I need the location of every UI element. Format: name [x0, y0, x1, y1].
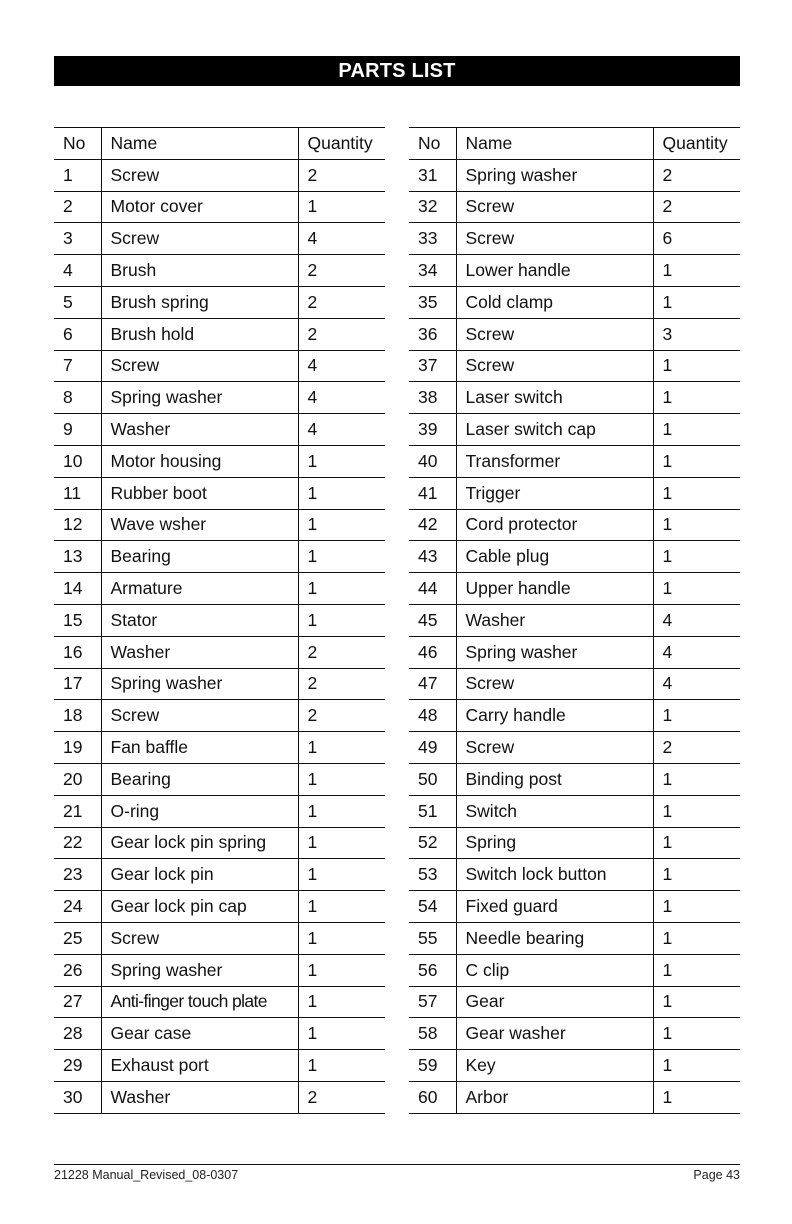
part-quantity-cell: 2 — [298, 159, 385, 191]
table-row — [409, 891, 740, 923]
part-name-cell: Binding post — [456, 763, 653, 795]
footer-page-number: Page 43 — [693, 1168, 740, 1182]
table-row — [54, 986, 385, 1018]
footer-document-id: 21228 Manual_Revised_08-0307 — [54, 1168, 239, 1182]
table-row — [54, 191, 385, 223]
part-quantity-cell: 1 — [653, 477, 740, 509]
part-quantity-cell: 1 — [653, 795, 740, 827]
part-number-cell: 15 — [54, 604, 101, 636]
part-number-cell: 38 — [409, 382, 456, 414]
table-row — [54, 318, 385, 350]
part-quantity-cell: 1 — [298, 859, 385, 891]
part-number-cell: 11 — [54, 477, 101, 509]
table-row — [409, 318, 740, 350]
table-row — [54, 954, 385, 986]
part-number-cell: 16 — [54, 636, 101, 668]
table-row — [54, 382, 385, 414]
table-row — [54, 859, 385, 891]
part-number-cell: 56 — [409, 954, 456, 986]
table-row — [54, 255, 385, 287]
part-name-cell: Washer — [101, 1081, 298, 1113]
part-quantity-cell: 1 — [653, 541, 740, 573]
part-quantity-cell: 1 — [653, 922, 740, 954]
part-name-cell: Cord protector — [456, 509, 653, 541]
part-number-cell: 17 — [54, 668, 101, 700]
part-quantity-cell: 1 — [298, 445, 385, 477]
part-number-cell: 34 — [409, 255, 456, 287]
part-name-cell: Washer — [101, 636, 298, 668]
part-quantity-cell: 1 — [298, 795, 385, 827]
part-quantity-cell: 1 — [298, 1050, 385, 1082]
part-number-cell: 29 — [54, 1050, 101, 1082]
part-number-cell: 19 — [54, 732, 101, 764]
part-name-cell: Wave wsher — [101, 509, 298, 541]
part-name-cell: Screw — [101, 922, 298, 954]
part-quantity-cell: 1 — [298, 827, 385, 859]
part-quantity-cell: 2 — [298, 636, 385, 668]
part-number-cell: 60 — [409, 1081, 456, 1113]
table-row — [54, 668, 385, 700]
part-quantity-cell: 1 — [298, 191, 385, 223]
table-row — [409, 573, 740, 605]
part-number-cell: 37 — [409, 350, 456, 382]
table-row — [409, 954, 740, 986]
table-row — [54, 414, 385, 446]
part-number-cell: 46 — [409, 636, 456, 668]
part-number-cell: 20 — [54, 763, 101, 795]
part-name-cell: Fan baffle — [101, 732, 298, 764]
table-row — [54, 636, 385, 668]
part-quantity-cell: 6 — [653, 223, 740, 255]
footer-divider — [54, 1164, 740, 1165]
part-quantity-cell: 2 — [653, 159, 740, 191]
table-row — [54, 922, 385, 954]
table-row — [409, 827, 740, 859]
table-row — [54, 573, 385, 605]
part-number-cell: 14 — [54, 573, 101, 605]
part-quantity-cell: 1 — [653, 763, 740, 795]
part-name-cell: Exhaust port — [101, 1050, 298, 1082]
parts-table-right — [409, 127, 740, 1114]
part-quantity-cell: 4 — [298, 223, 385, 255]
part-quantity-cell: 2 — [298, 318, 385, 350]
part-name-cell: Gear lock pin spring — [101, 827, 298, 859]
part-number-cell: 1 — [54, 159, 101, 191]
part-number-cell: 51 — [409, 795, 456, 827]
part-number-cell: 7 — [54, 350, 101, 382]
table-row — [409, 255, 740, 287]
part-number-cell: 9 — [54, 414, 101, 446]
column-header-name: Name — [101, 128, 298, 160]
part-number-cell: 31 — [409, 159, 456, 191]
part-name-cell: Key — [456, 1050, 653, 1082]
part-name-cell: Needle bearing — [456, 922, 653, 954]
part-name-cell: Brush hold — [101, 318, 298, 350]
part-quantity-cell: 1 — [653, 286, 740, 318]
part-name-cell: Washer — [101, 414, 298, 446]
part-number-cell: 57 — [409, 986, 456, 1018]
part-number-cell: 3 — [54, 223, 101, 255]
table-row — [54, 541, 385, 573]
part-name-cell: Spring washer — [456, 636, 653, 668]
table-row — [54, 1018, 385, 1050]
part-number-cell: 39 — [409, 414, 456, 446]
table-row — [409, 509, 740, 541]
table-row — [409, 604, 740, 636]
part-quantity-cell: 1 — [298, 891, 385, 923]
part-quantity-cell: 1 — [298, 1018, 385, 1050]
part-quantity-cell: 4 — [298, 382, 385, 414]
part-name-cell: Spring washer — [101, 668, 298, 700]
part-quantity-cell: 1 — [653, 382, 740, 414]
part-name-cell: Spring washer — [101, 954, 298, 986]
part-quantity-cell: 1 — [653, 1018, 740, 1050]
part-name-cell: Stator — [101, 604, 298, 636]
part-number-cell: 58 — [409, 1018, 456, 1050]
part-number-cell: 36 — [409, 318, 456, 350]
part-name-cell: Laser switch — [456, 382, 653, 414]
part-name-cell: Brush — [101, 255, 298, 287]
part-name-cell: Gear case — [101, 1018, 298, 1050]
part-quantity-cell: 1 — [653, 509, 740, 541]
part-name-cell: Bearing — [101, 763, 298, 795]
part-quantity-cell: 1 — [653, 445, 740, 477]
part-quantity-cell: 2 — [653, 732, 740, 764]
table-row — [54, 445, 385, 477]
part-name-cell: Switch lock button — [456, 859, 653, 891]
part-name-cell: Upper handle — [456, 573, 653, 605]
part-number-cell: 10 — [54, 445, 101, 477]
part-quantity-cell: 4 — [298, 414, 385, 446]
part-number-cell: 24 — [54, 891, 101, 923]
part-name-cell: Spring washer — [101, 382, 298, 414]
table-row — [54, 159, 385, 191]
part-number-cell: 18 — [54, 700, 101, 732]
part-quantity-cell: 1 — [653, 255, 740, 287]
part-name-cell: C clip — [456, 954, 653, 986]
table-row — [409, 159, 740, 191]
part-name-cell: Lower handle — [456, 255, 653, 287]
part-number-cell: 12 — [54, 509, 101, 541]
part-number-cell: 55 — [409, 922, 456, 954]
part-number-cell: 26 — [54, 954, 101, 986]
part-quantity-cell: 1 — [653, 414, 740, 446]
part-number-cell: 44 — [409, 573, 456, 605]
part-quantity-cell: 1 — [653, 700, 740, 732]
part-name-cell: Screw — [456, 191, 653, 223]
table-header-row — [409, 128, 740, 160]
part-quantity-cell: 1 — [298, 954, 385, 986]
part-name-cell: Screw — [101, 700, 298, 732]
part-number-cell: 4 — [54, 255, 101, 287]
part-name-cell: Cold clamp — [456, 286, 653, 318]
part-name-cell: Armature — [101, 573, 298, 605]
part-number-cell: 45 — [409, 604, 456, 636]
part-number-cell: 13 — [54, 541, 101, 573]
column-header-quantity: Quantity — [653, 128, 740, 160]
column-header-no: No — [409, 128, 456, 160]
part-name-cell: Washer — [456, 604, 653, 636]
part-name-cell: Trigger — [456, 477, 653, 509]
table-row — [54, 509, 385, 541]
table-row — [409, 636, 740, 668]
table-row — [54, 763, 385, 795]
part-number-cell: 41 — [409, 477, 456, 509]
part-name-cell: Rubber boot — [101, 477, 298, 509]
table-row — [409, 763, 740, 795]
part-quantity-cell: 2 — [653, 191, 740, 223]
part-number-cell: 53 — [409, 859, 456, 891]
part-number-cell: 30 — [54, 1081, 101, 1113]
part-name-cell: Bearing — [101, 541, 298, 573]
part-number-cell: 43 — [409, 541, 456, 573]
part-quantity-cell: 1 — [653, 1050, 740, 1082]
part-number-cell: 21 — [54, 795, 101, 827]
part-number-cell: 52 — [409, 827, 456, 859]
table-row — [409, 732, 740, 764]
table-header-row — [54, 128, 385, 160]
table-row — [409, 1018, 740, 1050]
part-quantity-cell: 1 — [653, 1081, 740, 1113]
table-row — [54, 1050, 385, 1082]
table-row — [409, 350, 740, 382]
part-name-cell: Screw — [456, 223, 653, 255]
part-number-cell: 5 — [54, 286, 101, 318]
part-name-cell: Screw — [101, 223, 298, 255]
part-name-cell: Gear — [456, 986, 653, 1018]
part-name-cell: Spring — [456, 827, 653, 859]
table-row — [54, 1081, 385, 1113]
part-name-cell: Anti-finger touch plate — [101, 986, 298, 1018]
part-quantity-cell: 1 — [298, 509, 385, 541]
table-row — [54, 286, 385, 318]
part-quantity-cell: 1 — [298, 604, 385, 636]
part-number-cell: 49 — [409, 732, 456, 764]
table-row — [54, 700, 385, 732]
part-name-cell: Gear lock pin — [101, 859, 298, 891]
part-name-cell: Carry handle — [456, 700, 653, 732]
table-row — [409, 382, 740, 414]
table-row — [409, 286, 740, 318]
part-quantity-cell: 1 — [653, 891, 740, 923]
part-quantity-cell: 3 — [653, 318, 740, 350]
part-number-cell: 35 — [409, 286, 456, 318]
table-row — [409, 541, 740, 573]
parts-table-left — [54, 127, 385, 1114]
part-quantity-cell: 2 — [298, 1081, 385, 1113]
part-name-cell: Screw — [101, 159, 298, 191]
part-number-cell: 59 — [409, 1050, 456, 1082]
column-header-name: Name — [456, 128, 653, 160]
part-name-cell: Cable plug — [456, 541, 653, 573]
part-number-cell: 42 — [409, 509, 456, 541]
part-quantity-cell: 1 — [298, 922, 385, 954]
part-name-cell: Brush spring — [101, 286, 298, 318]
part-name-cell: Switch — [456, 795, 653, 827]
part-quantity-cell: 1 — [298, 763, 385, 795]
part-number-cell: 28 — [54, 1018, 101, 1050]
part-quantity-cell: 1 — [653, 573, 740, 605]
part-name-cell: Spring washer — [456, 159, 653, 191]
table-row — [409, 922, 740, 954]
table-row — [409, 1050, 740, 1082]
part-name-cell: Laser switch cap — [456, 414, 653, 446]
part-quantity-cell: 1 — [653, 827, 740, 859]
part-number-cell: 48 — [409, 700, 456, 732]
column-header-quantity: Quantity — [298, 128, 385, 160]
table-row — [409, 859, 740, 891]
part-number-cell: 25 — [54, 922, 101, 954]
part-name-cell: Screw — [456, 318, 653, 350]
part-quantity-cell: 1 — [298, 732, 385, 764]
part-name-cell: Screw — [101, 350, 298, 382]
page-title: PARTS LIST — [54, 56, 740, 86]
part-number-cell: 22 — [54, 827, 101, 859]
table-row — [54, 350, 385, 382]
part-quantity-cell: 4 — [653, 636, 740, 668]
table-row — [54, 795, 385, 827]
part-name-cell: Transformer — [456, 445, 653, 477]
table-row — [54, 223, 385, 255]
part-quantity-cell: 1 — [298, 541, 385, 573]
table-row — [409, 795, 740, 827]
part-name-cell: Screw — [456, 350, 653, 382]
table-row — [54, 604, 385, 636]
part-number-cell: 47 — [409, 668, 456, 700]
part-name-cell: Motor cover — [101, 191, 298, 223]
part-quantity-cell: 4 — [653, 668, 740, 700]
part-number-cell: 27 — [54, 986, 101, 1018]
part-number-cell: 40 — [409, 445, 456, 477]
table-row — [54, 477, 385, 509]
part-quantity-cell: 1 — [298, 477, 385, 509]
table-row — [409, 477, 740, 509]
table-row — [409, 445, 740, 477]
part-quantity-cell: 2 — [298, 255, 385, 287]
part-quantity-cell: 1 — [653, 350, 740, 382]
table-row — [409, 668, 740, 700]
part-number-cell: 32 — [409, 191, 456, 223]
part-quantity-cell: 1 — [653, 986, 740, 1018]
part-quantity-cell: 1 — [298, 573, 385, 605]
part-number-cell: 23 — [54, 859, 101, 891]
part-name-cell: Arbor — [456, 1081, 653, 1113]
part-number-cell: 54 — [409, 891, 456, 923]
part-quantity-cell: 1 — [653, 954, 740, 986]
part-number-cell: 50 — [409, 763, 456, 795]
part-quantity-cell: 2 — [298, 668, 385, 700]
part-name-cell: O-ring — [101, 795, 298, 827]
part-number-cell: 8 — [54, 382, 101, 414]
table-row — [409, 700, 740, 732]
table-row — [54, 827, 385, 859]
part-name-cell: Gear washer — [456, 1018, 653, 1050]
table-row — [54, 732, 385, 764]
part-name-cell: Screw — [456, 732, 653, 764]
part-name-cell: Gear lock pin cap — [101, 891, 298, 923]
part-quantity-cell: 1 — [298, 986, 385, 1018]
table-row — [409, 986, 740, 1018]
part-quantity-cell: 1 — [653, 859, 740, 891]
part-name-cell: Screw — [456, 668, 653, 700]
part-number-cell: 33 — [409, 223, 456, 255]
part-quantity-cell: 2 — [298, 286, 385, 318]
table-row — [409, 1081, 740, 1113]
part-quantity-cell: 2 — [298, 700, 385, 732]
column-header-no: No — [54, 128, 101, 160]
table-row — [409, 414, 740, 446]
part-number-cell: 2 — [54, 191, 101, 223]
part-name-cell: Fixed guard — [456, 891, 653, 923]
part-number-cell: 6 — [54, 318, 101, 350]
part-quantity-cell: 4 — [653, 604, 740, 636]
table-row — [409, 191, 740, 223]
part-name-cell: Motor housing — [101, 445, 298, 477]
part-quantity-cell: 4 — [298, 350, 385, 382]
table-row — [409, 223, 740, 255]
table-row — [54, 891, 385, 923]
